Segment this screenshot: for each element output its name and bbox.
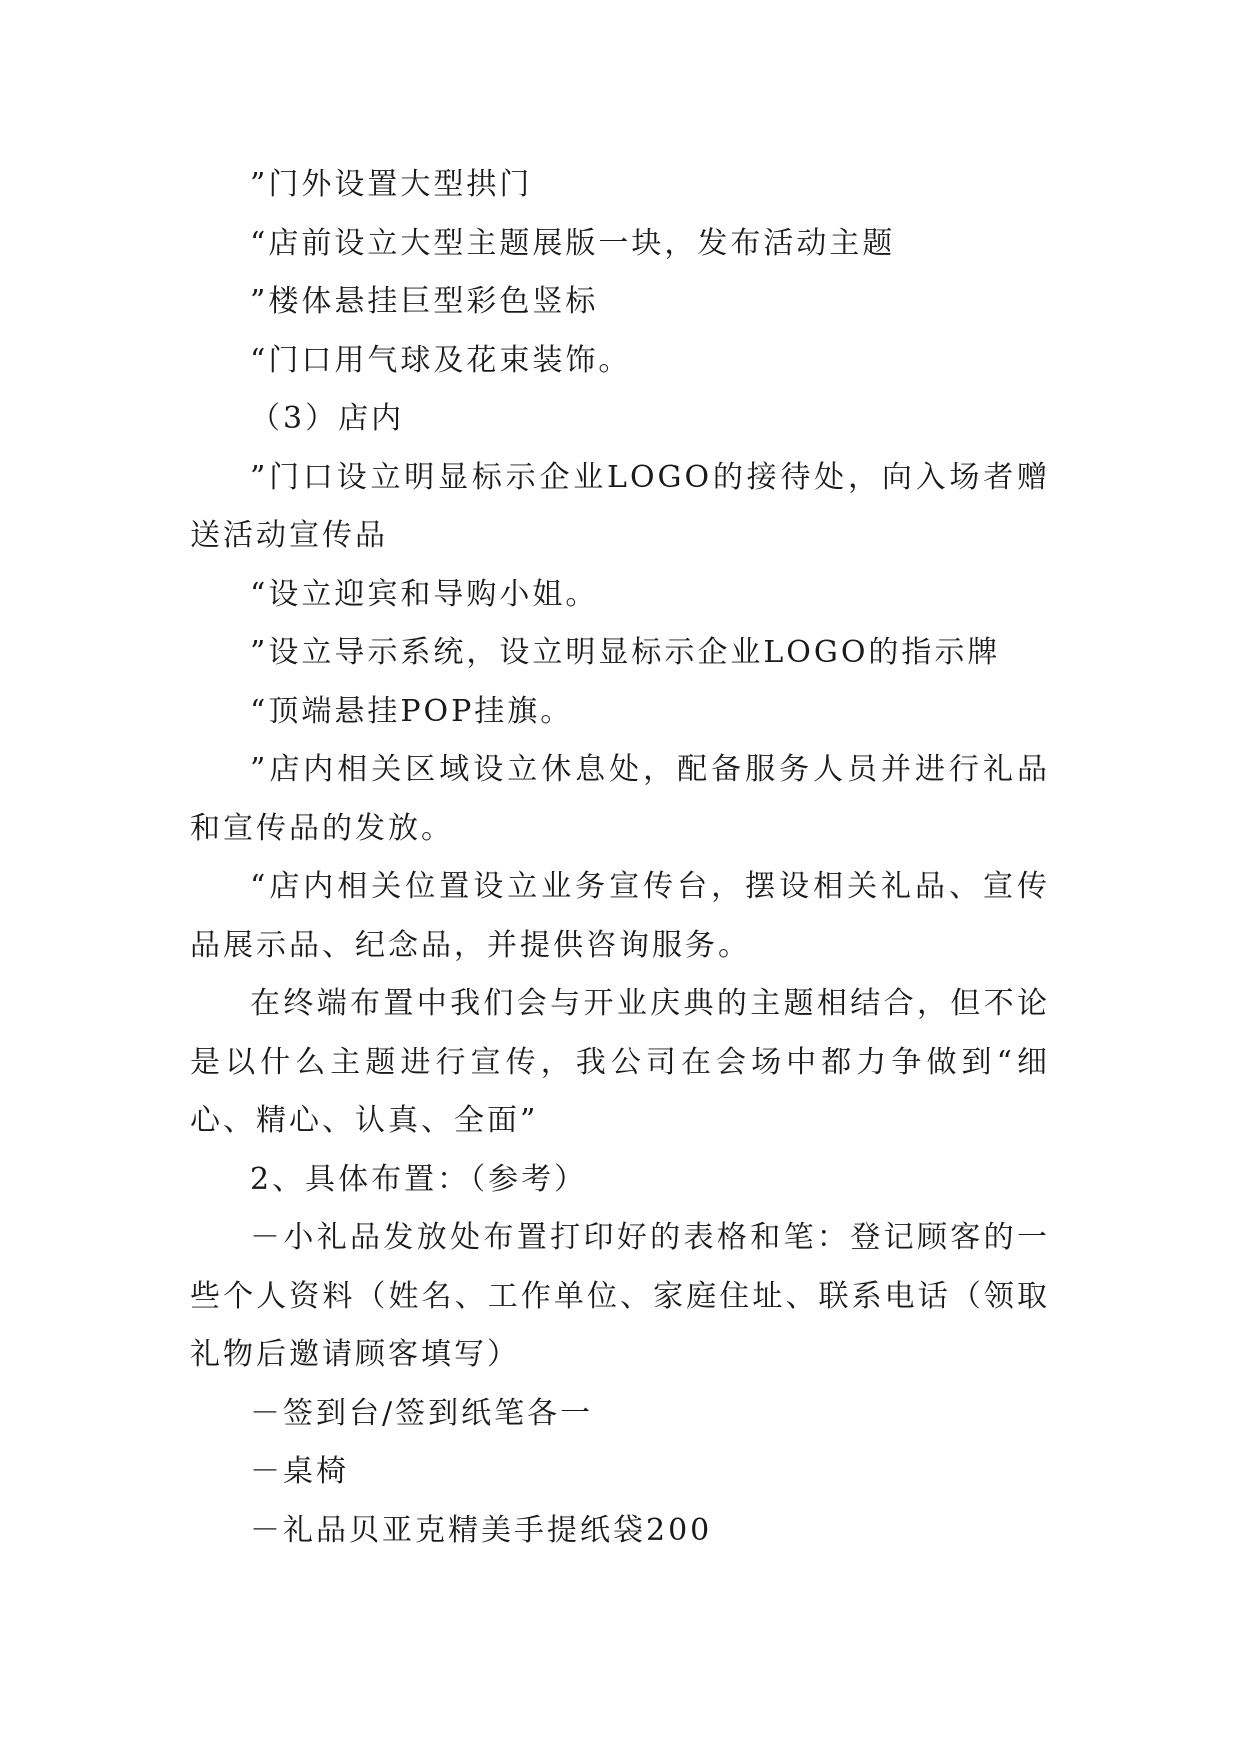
- document-body: [190, 156, 1050, 1560]
- list-item-gift-bags: －礼品贝亚克精美手提纸袋200: [250, 1512, 713, 1548]
- paragraph-rest-area: ”店内相关区域设立休息处，配备服务人员并进行礼品和宣传品的发放。: [190, 752, 1050, 846]
- paragraph-promo-desk: “店内相关位置设立业务宣传台，摆设相关礼品、宣传品展示品、纪念品，并提供咨询服务。: [190, 869, 1050, 963]
- paragraph-reception: ”门口设立明显标示企业LOGO的接待处，向入场者赠送活动宣传品: [190, 459, 1050, 553]
- paragraph-arch: ”门外设置大型拱门: [250, 167, 533, 202]
- paragraph-pop-flags: “顶端悬挂POP挂旗。: [250, 693, 574, 729]
- list-item-tables-chairs: －桌椅: [250, 1454, 349, 1489]
- paragraph-greeters: “设立迎宾和导购小姐。: [250, 576, 599, 612]
- paragraph-theme-summary: 在终端布置中我们会与开业庆典的主题相结合，但不论是以什么主题进行宣传，我公司在会场中都力争做到“细心、精心、认真、全面”: [190, 986, 1050, 1138]
- paragraph-signage: ”设立导示系统，设立明显标示企业LOGO的指示牌: [250, 635, 1001, 670]
- paragraph-display-board: “店前设立大型主题展版一块，发布活动主题: [250, 225, 896, 261]
- list-item-gift-desk: －小礼品发放处布置打印好的表格和笔：登记顾客的一些个人资料（姓名、工作单位、家庭住址、联系电话（领取礼物后邀请顾客填写）: [190, 1220, 1050, 1372]
- paragraph-balloons: “门口用气球及花束装饰。: [250, 342, 632, 378]
- section-heading-in-store: （3）店内: [250, 401, 405, 436]
- paragraph-vertical-banner: ”楼体悬挂巨型彩色竖标: [250, 284, 599, 319]
- section-heading-specific-layout: 2、具体布置：（参考）: [250, 1161, 588, 1197]
- list-item-sign-in-desk: －签到台/签到纸笔各一: [250, 1395, 594, 1431]
